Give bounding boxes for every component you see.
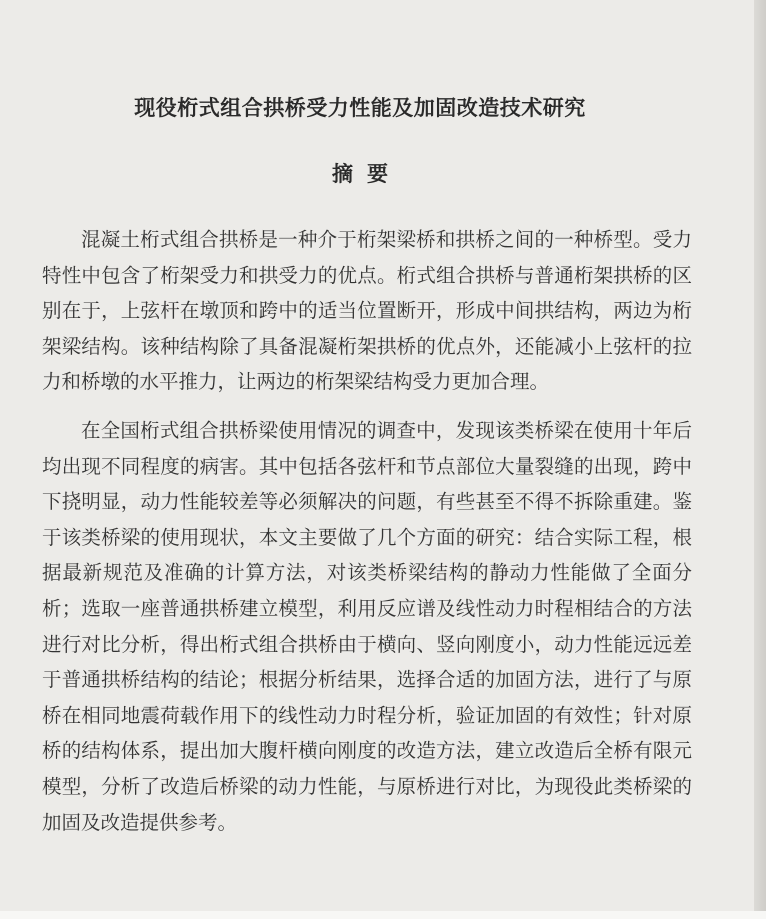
abstract-paragraph-1: 混凝土桁式组合拱桥是一种介于桁架梁桥和拱桥之间的一种桥型。受力特性中包含了桁架受力和拱受力的优点。桁式组合拱桥与普通桁架拱桥的区别在于，上弦杆在墩顶和跨中的适当位置断开，形成中间拱结构，两边为桁架梁结构。该种结构除了具备混凝桁架拱桥的优点外，还能减小上弦杆的拉力和桥墩的水平推力，让两边的桁架梁结构受力更加合理。 (42, 228, 692, 394)
page-edge-shadow (754, 0, 766, 919)
thesis-title: 现役桁式组合拱桥受力性能及加固改造技术研究 (134, 96, 586, 120)
abstract-body (42, 222, 692, 840)
abstract-paragraph-2: 在全国桁式组合拱桥梁使用情况的调查中，发现该类桥梁在使用十年后均出现不同程度的病害。其中包括各弦杆和节点部位大量裂缝的出现，跨中下挠明显，动力性能较差等必须解决的问题，有些甚至不得不拆除重建。鉴于该类桥梁的使用现状，本文主要做了几个方面的研究：结合实际工程，根据最新规范及准确的计算方法，对该类桥梁结构的静动力性能做了全面分析；选取一座普通拱桥建立模型，利用反应谱及线性动力时程相结合的方法进行对比分析，得出桁式组合拱桥由于横向、竖向刚度小，动力性能远远差于普通拱桥结构的结论；根据分析结果，选择合适的加固方法，进行了与原桥在相同地震荷载作用下的线性动力时程分析，验证加固的有效性；针对原桥的结构体系，提出加大腹杆横向刚度的改造方法，建立改造后全桥有限元模型，分析了改造后桥梁的动力性能，与原桥进行对比，为现役此类桥梁的加固及改造提供参考。 (42, 418, 692, 834)
abstract-heading: 摘要 (332, 162, 402, 186)
page-bottom-margin (0, 911, 766, 919)
